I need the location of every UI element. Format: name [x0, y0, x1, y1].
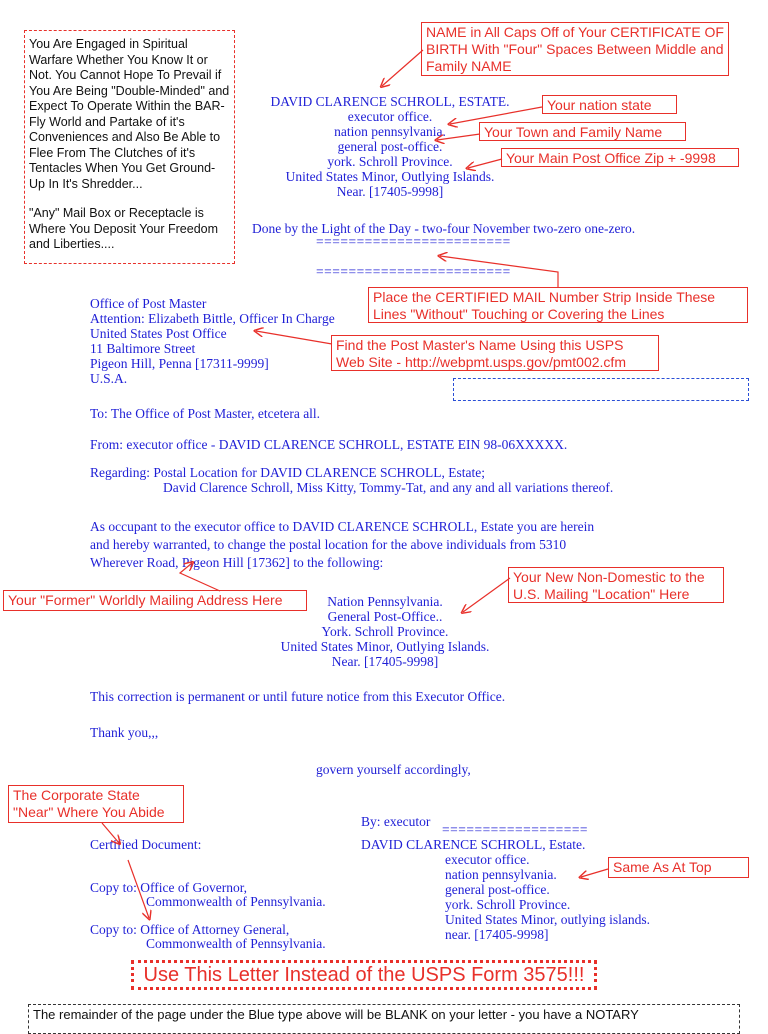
signature-line-5: york. Schroll Province. [445, 897, 571, 912]
recipient-line-2: Attention: Elizabeth Bittle, Officer In Charge [90, 311, 335, 326]
bottom-note: The remainder of the page under the Blue type above will be BLANK on your letter - you have a NOTARY [28, 1004, 740, 1034]
sidebar-paragraph-2: "Any" Mail Box or Receptacle is Where You Deposit Your Freedom and Liberties.... [29, 206, 219, 251]
signature-by: By: executor [361, 814, 431, 829]
signature-line: ================== [442, 822, 589, 837]
certified-strip-placeholder [453, 378, 749, 401]
thank-you: Thank you,,, [90, 725, 159, 740]
arrow-name-caps [382, 50, 423, 86]
recipient-line-4: 11 Baltimore Street [90, 341, 196, 356]
separator-bottom: ======================== [316, 264, 511, 279]
new-location-line-5: Near. [17405-9998] [331, 654, 439, 669]
permanent-line: This correction is permanent or until future notice from this Executor Office. [90, 689, 506, 704]
signature-line-4: general post-office. [445, 882, 550, 897]
callout-certified-strip: Place the CERTIFIED MAIL Number Strip Inside These Lines "Without" Touching or Covering the Lines [368, 287, 748, 323]
use-letter-banner: Use This Letter Instead of the USPS Form 3575!!! [131, 960, 597, 990]
new-location-line-3: York. Schroll Province. [321, 624, 449, 639]
signature-address [445, 852, 650, 942]
signature-line-6: United States Minor, outlying islands. [445, 912, 650, 927]
callout-corporate-state: The Corporate State "Near" Where You Abide [8, 785, 184, 823]
certified-document: Certified Document: [90, 837, 202, 852]
copy-attorney-line-2: Commonwealth of Pennsylvania. [146, 936, 326, 951]
callout-main-zip: Your Main Post Office Zip + -9998 [501, 148, 739, 167]
copy-governor-line-1: Copy to: Office of Governor, [90, 880, 248, 895]
regarding-line-1: Regarding: Postal Location for DAVID CLARENCE SCHROLL, Estate; [90, 465, 485, 480]
date-line: Done by the Light of the Day - two-four November two-zero one-zero. [252, 221, 636, 236]
recipient-line-3: United States Post Office [90, 326, 227, 341]
new-location-address [260, 594, 510, 669]
callout-name-caps: NAME in All Caps Off of Your CERTIFICATE OF BIRTH With "Four" Spaces Between Middle and Family NAME [421, 22, 729, 76]
from-line: From: executor office - DAVID CLARENCE SCHROLL, ESTATE EIN 98-06XXXXX. [90, 437, 568, 452]
callout-same-as-top: Same As At Top [608, 857, 749, 878]
header-line-4: general post-office. [337, 139, 443, 154]
callout-town-family: Your Town and Family Name [479, 122, 686, 141]
header-line-5: york. Schroll Province. [327, 154, 453, 169]
callout-postmaster: Find the Post Master's Name Using this USPS Web Site - http://webpmt.usps.gov/pmt002.cfm [331, 335, 659, 371]
header-line-2: executor office. [347, 109, 433, 124]
separator-top: ======================== [316, 234, 511, 249]
callout-former-address: Your "Former" Worldly Mailing Address Here [3, 590, 307, 611]
signature-line-3: nation pennsylvania. [445, 867, 557, 882]
callout-nation-state: Your nation state [542, 95, 677, 114]
header-name: DAVID CLARENCE SCHROLL, ESTATE. [270, 94, 510, 109]
recipient-address [90, 296, 370, 386]
regarding-line-2: David Clarence Schroll, Miss Kitty, Tommy-Tat, and any and all variations thereof. [163, 480, 614, 495]
sidebar-note [24, 30, 235, 264]
header-line-3: nation pennsylvania. [334, 124, 446, 139]
signature-line-7: near. [17405-9998] [445, 927, 549, 942]
recipient-line-1: Office of Post Master [90, 296, 207, 311]
header-line-6: United States Minor, Outlying Islands. [285, 169, 495, 184]
header-address [240, 94, 540, 199]
copy-attorney-line-1: Copy to: Office of Attorney General, [90, 922, 290, 937]
new-location-line-4: United States Minor, Outlying Islands. [280, 639, 490, 654]
new-location-line-2: General Post-Office.. [327, 609, 443, 624]
callout-new-location: Your New Non-Domestic to the U.S. Mailing "Location" Here [508, 567, 724, 603]
header-line-7: Near. [17405-9998] [336, 184, 444, 199]
copy-governor-line-2: Commonwealth of Pennsylvania. [146, 894, 326, 909]
signature-name: DAVID CLARENCE SCHROLL, Estate. [361, 837, 586, 852]
recipient-line-5: Pigeon Hill, Penna [17311-9999] [90, 356, 269, 371]
signature-line-2: executor office. [445, 852, 530, 867]
to-line: To: The Office of Post Master, etcetera all. [90, 406, 321, 421]
sidebar-paragraph-1: You Are Engaged in Spiritual Warfare Whether You Know It or Not. You Cannot Hope To Prevail if You Are Being "Double-Minded" and Expect To Operate Within the BAR-Fly World and Partake of it's Conveniences and Also Be Able to Flee From The Clutches of it's Tentacles When You Get Ground-Up In It's Shredder... [29, 37, 230, 191]
body-line-1: As occupant to the executor office to DAVID CLARENCE SCHROLL, Estate you are herein [90, 519, 595, 534]
body-line-3: Wherever Road, Pigeon Hill [17362] to the following: [90, 555, 384, 570]
body-paragraph [90, 519, 690, 570]
body-line-2: and hereby warranted, to change the postal location for the above individuals from 5310 [90, 537, 567, 552]
govern-line: govern yourself accordingly, [316, 762, 471, 777]
recipient-line-6: U.S.A. [90, 371, 128, 386]
new-location-line-1: Nation Pennsylvania. [327, 594, 443, 609]
